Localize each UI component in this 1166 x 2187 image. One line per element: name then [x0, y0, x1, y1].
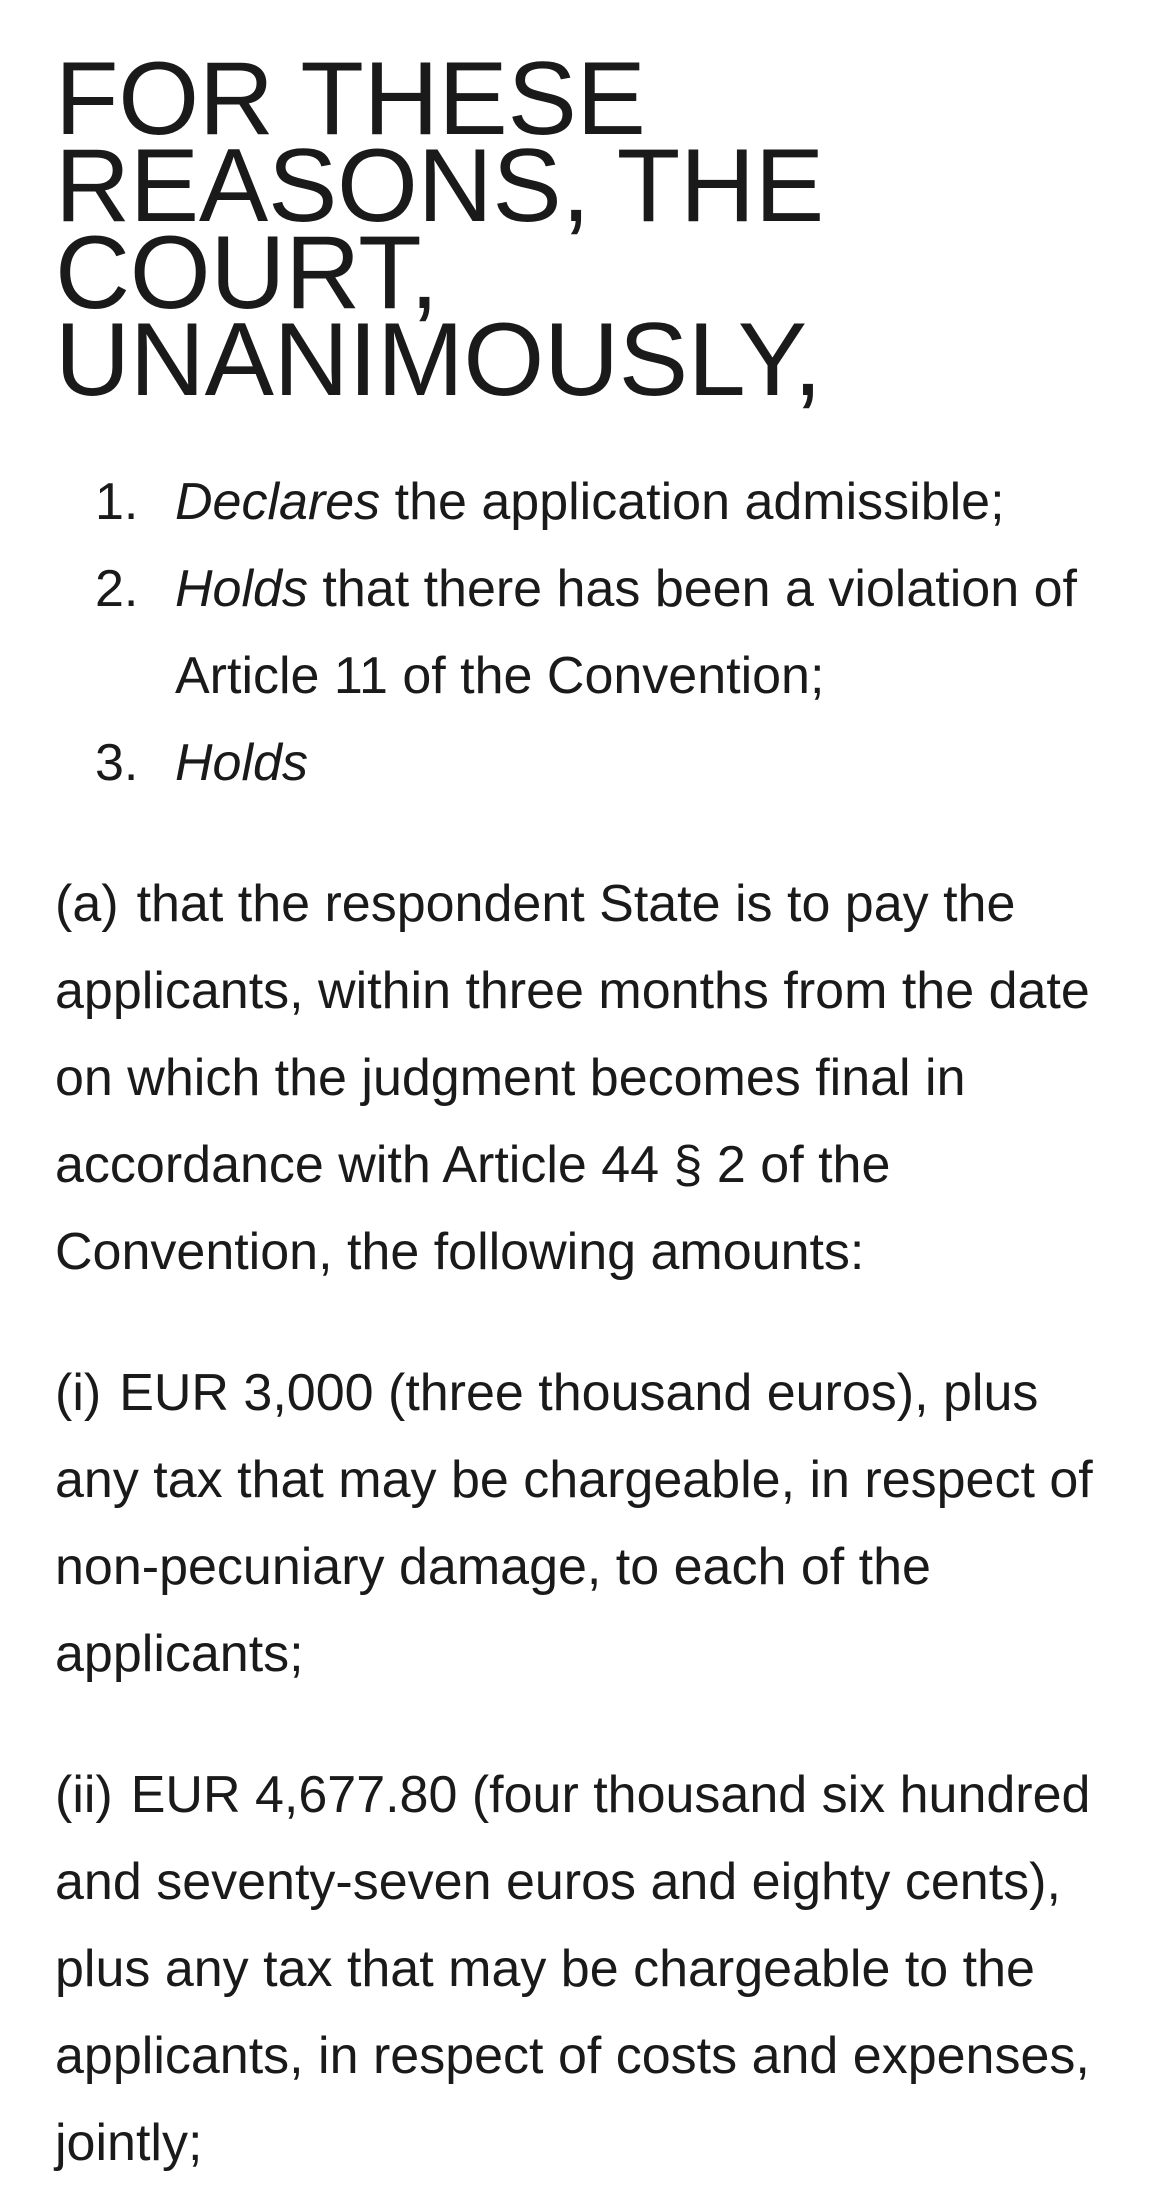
- holding-item-3: [55, 720, 1126, 807]
- holdings-list: [55, 459, 1126, 807]
- subparagraph-marker: (i): [55, 1364, 102, 1422]
- holding-item-1: [55, 459, 1126, 546]
- heading-line-2: UNANIMOUSLY,: [55, 302, 822, 418]
- holding-number: 1.: [95, 473, 139, 531]
- subparagraph-marker: (ii): [55, 1766, 113, 1824]
- subparagraph-i: [55, 1350, 1126, 1698]
- holding-verb: Holds: [175, 560, 308, 618]
- subparagraph-text: EUR 4,677.80 (four thousand six hundred and seventy-seven euros and eighty cents), plus any tax that may be chargeable to the applicants, in respect of costs and expenses, jointly;: [55, 1766, 1091, 2172]
- holding-verb: Declares: [175, 473, 381, 531]
- subparagraph-text: that the respondent State is to pay the applicants, within three months from the date on which the judgment becomes final in accordance with Article 44 § 2 of the Convention, the following amounts:: [55, 875, 1090, 1281]
- holding-text: that there has been a violation of Article 11 of the Convention;: [175, 560, 1077, 705]
- subparagraph-marker: (a): [55, 875, 119, 933]
- operative-heading: [55, 41, 1126, 418]
- holding-item-2: [55, 546, 1126, 720]
- subparagraph-text: EUR 3,000 (three thousand euros), plus any tax that may be chargeable, in respect of non-pecuniary damage, to each of the applicants;: [55, 1364, 1093, 1683]
- subparagraph-a: [55, 861, 1126, 1296]
- holding-number: 2.: [95, 560, 139, 618]
- holding-text: the application admissible;: [380, 473, 1005, 531]
- holding-number: 3.: [95, 734, 139, 792]
- heading-line-1: FOR THESE REASONS, THE COURT,: [55, 41, 824, 331]
- holding-verb: Holds: [175, 734, 308, 792]
- subparagraph-ii: [55, 1752, 1126, 2187]
